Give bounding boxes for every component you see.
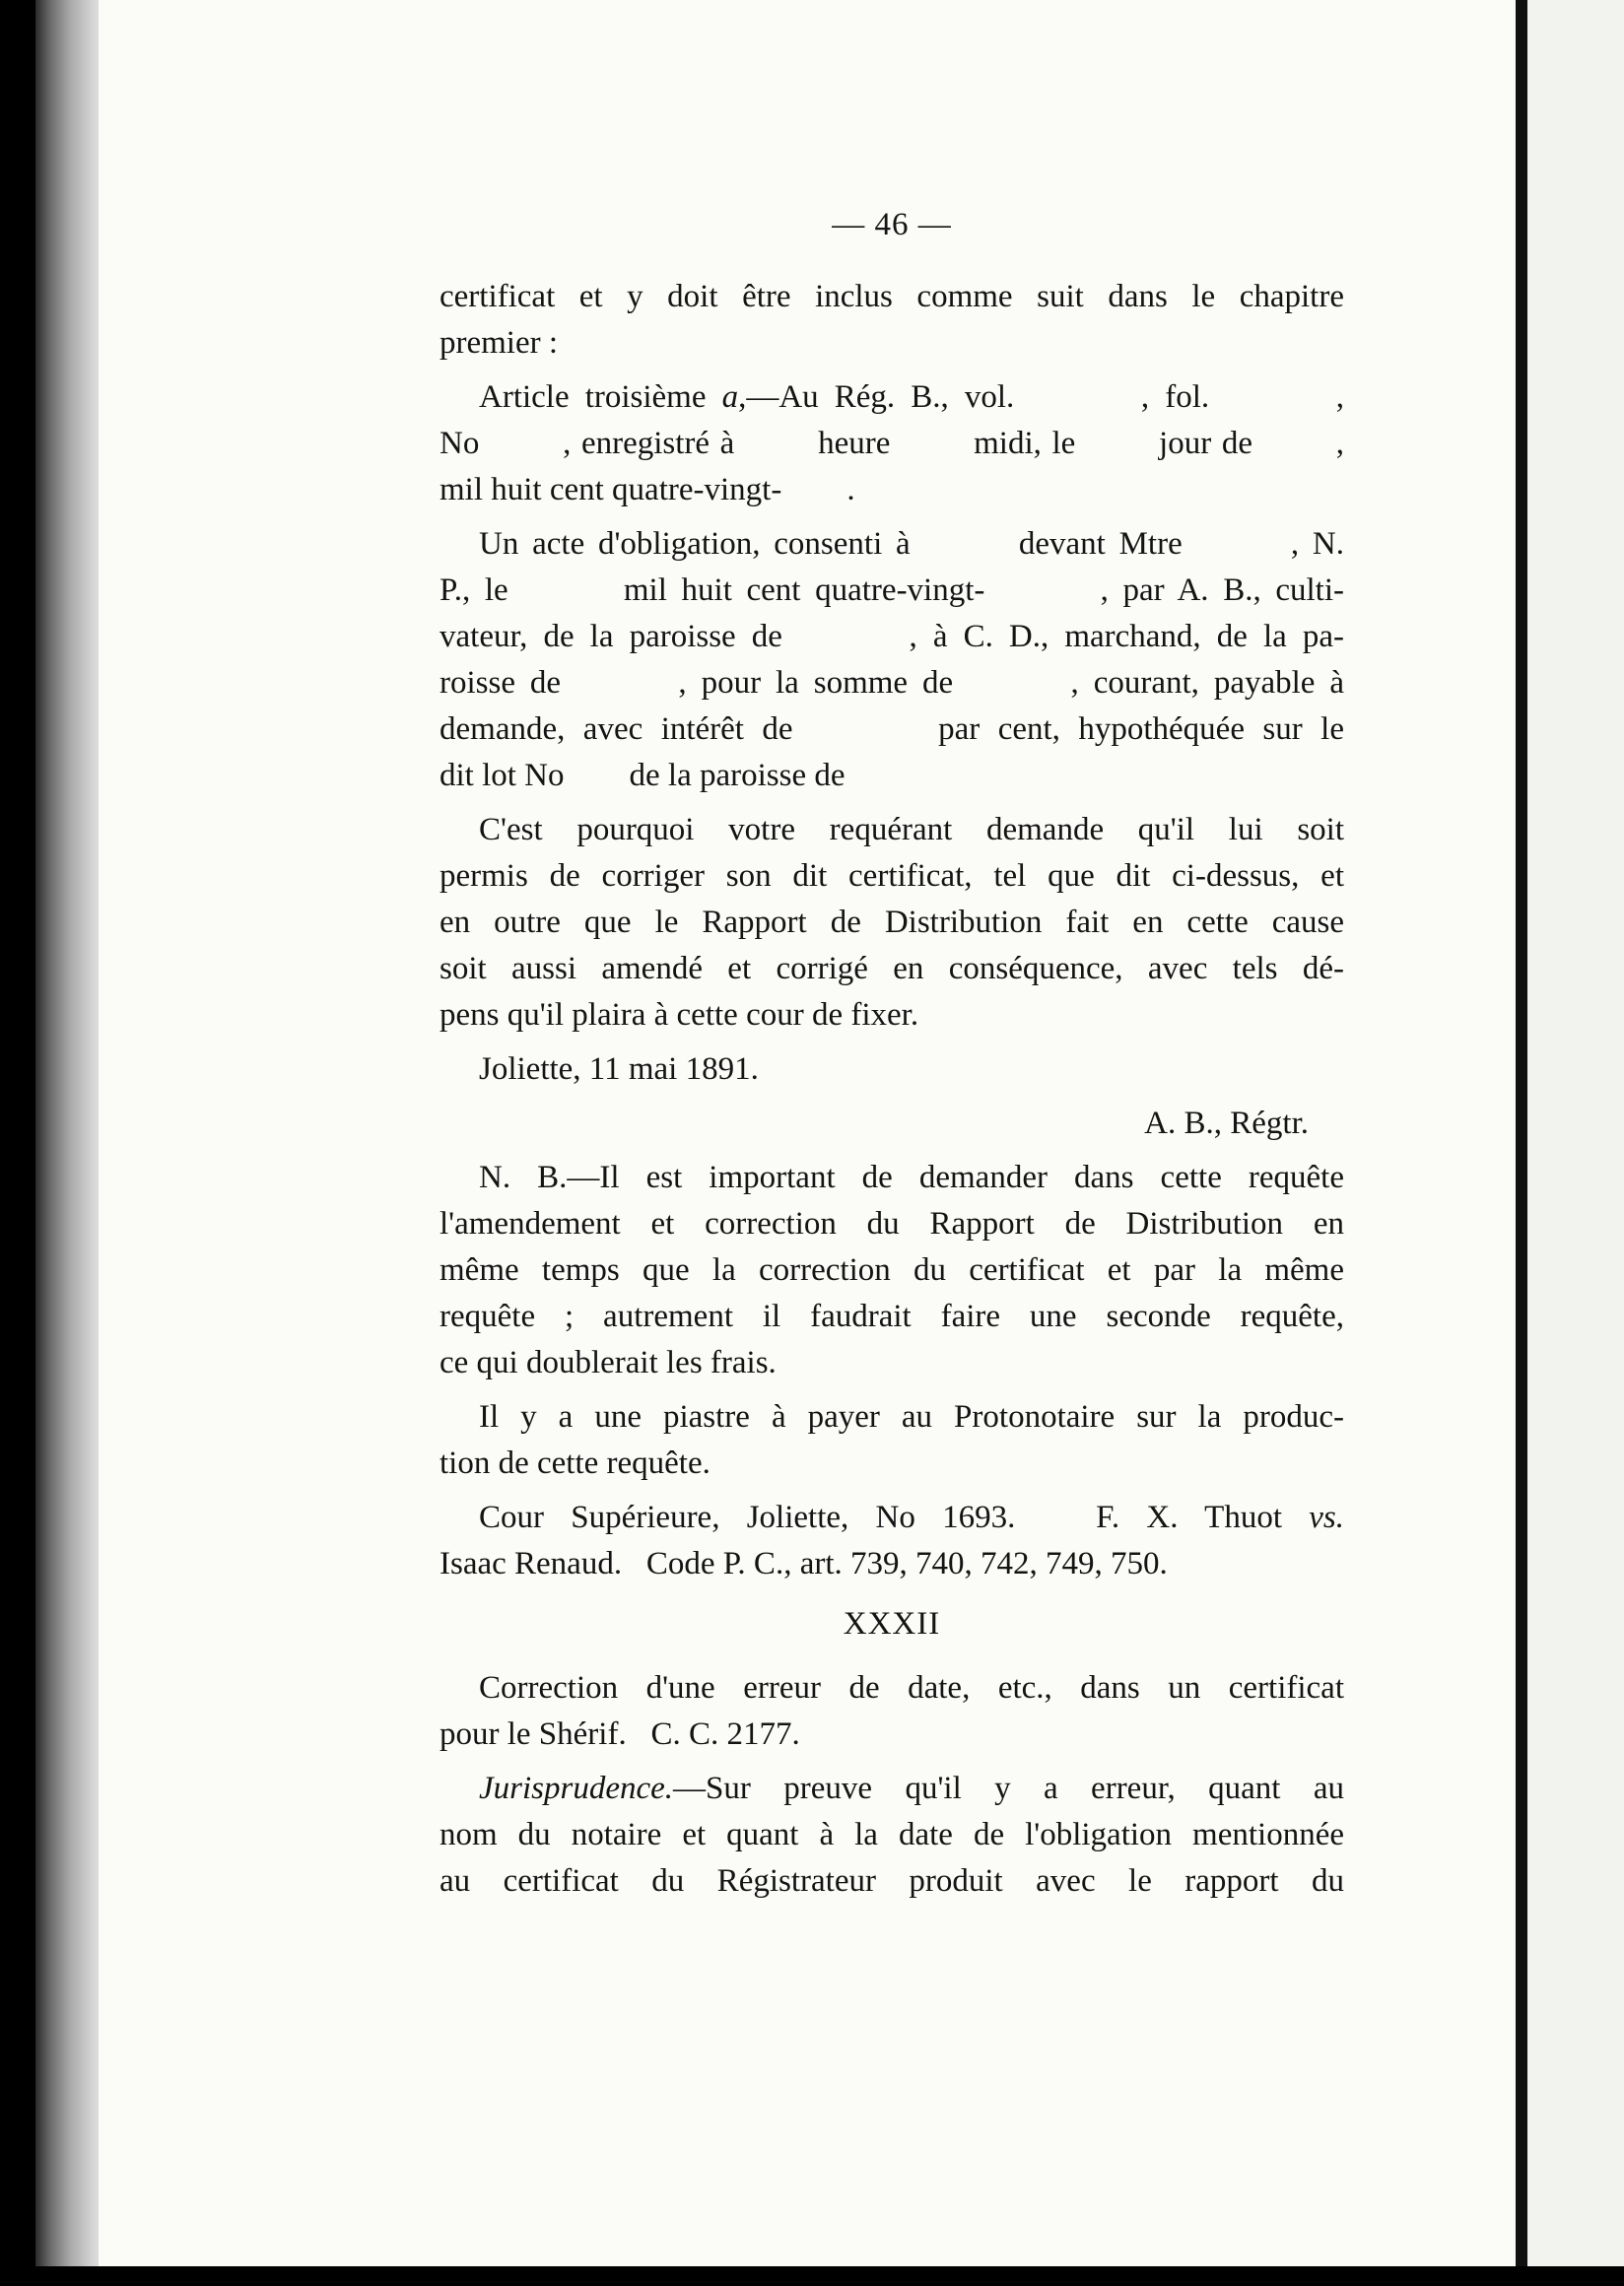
text-line: mil huit cent quatre-vingt- . [440, 472, 855, 507]
text-fragment: ,—Au Rég. B., vol. , fol. , [738, 379, 1345, 415]
next-page-edge [1527, 0, 1624, 2286]
text-line: requête ; autrement il faudrait faire une seconde requête, [440, 1299, 1344, 1334]
text-line: dit lot No de la paroisse de [440, 758, 846, 793]
text-line: certificat et y doit être inclus comme suit dans le chapitre [440, 279, 1344, 314]
text-line: pour le Shérif. C. C. 2177. [440, 1716, 800, 1752]
signature: A. B., Régtr. [1144, 1106, 1309, 1141]
text-line: vateur, de la paroisse de , à C. D., marchand, de la pa- [440, 619, 1344, 654]
text-line [440, 1766, 1344, 1812]
text-line: en outre que le Rapport de Distribution fait en cette cause [440, 905, 1344, 940]
page-number: — 46 — [832, 207, 952, 242]
text-line: permis de corriger son dit certificat, tel que dit ci-dessus, et [440, 858, 1344, 894]
text-italic: vs. [1309, 1500, 1344, 1535]
text-line: ce qui doublerait les frais. [440, 1345, 777, 1380]
text-fragment: Article troisième [479, 379, 722, 415]
text-line: N. B.—Il est important de demander dans cette requête [479, 1160, 1344, 1195]
text-line: P., le mil huit cent quatre-vingt- , par A. B., culti- [440, 572, 1344, 608]
text-line: soit aussi amendé et corrigé en conséquence, avec tels dé- [440, 951, 1344, 986]
text-fragment: Cour Supérieure, Joliette, No 1693. F. X. Thuot [479, 1500, 1310, 1535]
text-line: premier : [440, 325, 559, 361]
text-italic: a [721, 379, 739, 415]
text-line: Joliette, 11 mai 1891. [479, 1051, 759, 1087]
text-line: au certificat du Régistrateur produit avec le rapport du [440, 1863, 1344, 1899]
text-line: pens qu'il plaira à cette cour de fixer. [440, 997, 919, 1033]
text-line: Un acte d'obligation, consenti à devant Mtre , N. [479, 526, 1344, 562]
text-line: Isaac Renaud. Code P. C., art. 739, 740, 742, 749, 750. [440, 1546, 1168, 1581]
scan-border [0, 2266, 1624, 2286]
text-line: Correction d'une erreur de date, etc., dans un certificat [479, 1670, 1344, 1706]
text-line [440, 374, 1344, 421]
page-text [440, 202, 1344, 1905]
text-italic: Jurisprudence. [479, 1771, 674, 1806]
text-line: demande, avec intérêt de par cent, hypothéquée sur le [440, 711, 1344, 747]
text-line: roisse de , pour la somme de , courant, payable à [440, 665, 1344, 701]
text-line: No , enregistré à heure midi, le jour de , [440, 426, 1344, 461]
text-line: C'est pourquoi votre requérant demande qu'il lui soit [479, 812, 1344, 847]
text-line: tion de cette requête. [440, 1446, 710, 1481]
text-fragment: —Sur preuve qu'il y a erreur, quant au [673, 1771, 1344, 1806]
text-line: nom du notaire et quant à la date de l'obligation mentionnée [440, 1817, 1344, 1852]
section-heading: XXXII [843, 1606, 941, 1642]
text-line: l'amendement et correction du Rapport de Distribution en [440, 1206, 1344, 1242]
text-line: Il y a une piastre à payer au Protonotaire sur la produc- [479, 1399, 1344, 1435]
text-line [440, 1495, 1344, 1541]
text-line: même temps que la correction du certificat et par la même [440, 1252, 1344, 1288]
page-gutter [1516, 0, 1527, 2286]
